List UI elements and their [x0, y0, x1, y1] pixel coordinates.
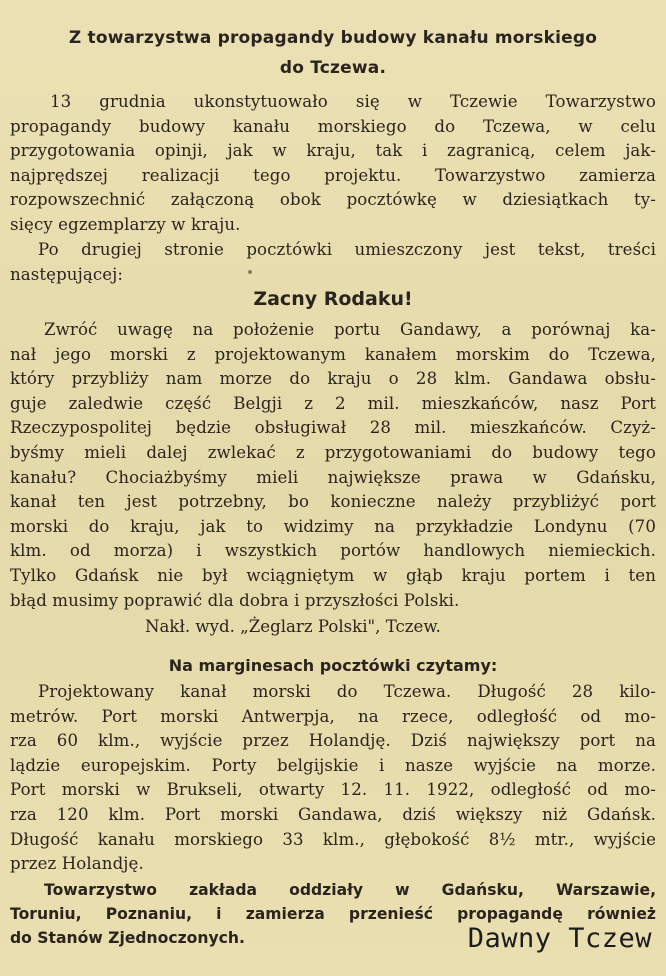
postcard-line: guje zaledwie część Belgji z 2 mil. mieszkańców, nasz Port	[10, 393, 656, 413]
decorative-dot	[248, 270, 252, 274]
publisher-line: Nakł. wyd. „Żeglarz Polski", Tczew.	[145, 617, 441, 636]
closing-line: do Stanów Zjednoczonych.	[10, 929, 245, 947]
margin-line: Port morski w Brukseli, otwarty 12. 11. 1922, odległość od mo-	[10, 780, 656, 800]
postcard-paragraph	[10, 318, 656, 613]
postcard-line: Zwróć uwagę na położenie portu Gandawy, a porównaj ka-	[44, 320, 656, 339]
intro-line: rozpowszechnić załączoną obok pocztówkę w dziesiątkach ty-	[10, 190, 656, 210]
postcard-line: kanału? Chociażbyśmy mieli największe prawa w Gdańsku,	[10, 467, 656, 487]
margin-line: rza 120 klm. Port morski Gandawa, dziś większy niż Gdańsk.	[10, 804, 656, 824]
margin-line: Projektowany kanał morski do Tczewa. Długość 28 kilo-	[38, 682, 656, 701]
postcard-line: byśmy mieli dalej zwlekać z przygotowaniami do budowy tego	[10, 442, 656, 462]
margin-line: lądzie europejskim. Porty belgijskie i nasze wyjście na morze.	[10, 755, 656, 775]
postcard-line: który przybliży nam morze do kraju o 28 klm. Gandawa obsłu-	[10, 369, 656, 389]
intro-line: przygotowania opinji, jak w kraju, tak i zagranicą, celem jak-	[10, 141, 656, 161]
margin-heading: Na marginesach pocztówki czytamy:	[168, 656, 498, 675]
postcard-line: Tylko Gdańsk nie był wciągniętym w głąb kraju portem i ten	[10, 565, 656, 585]
margin-line: przez Holandję.	[10, 854, 144, 874]
intro-line: propagandy budowy kanału morskiego do Tczewa, w celu	[10, 116, 656, 136]
intro-line: sięcy egzemplarzy w kraju.	[10, 214, 241, 234]
margin-paragraph	[10, 680, 656, 877]
watermark-text: Dawny Tczew	[467, 923, 652, 954]
closing-line: Toruniu, Poznaniu, i zamierza przenieść propagandę również	[10, 905, 656, 923]
postcard-line: błąd musimy poprawić dla dobra i przyszłości Polski.	[10, 590, 460, 610]
postcard-line: morski do kraju, jak to widzimy na przykładzie Londynu (70	[10, 516, 656, 536]
closing-line: Towarzystwo zakłada oddziały w Gdańsku, Warszawie,	[44, 881, 656, 899]
intro-paragraph	[10, 90, 656, 238]
intro-line: 13 grudnia ukonstytuowało się w Tczewie Towarzystwo	[50, 92, 656, 111]
second-line: następującej:	[10, 264, 124, 284]
postcard-line: nał jego morski z projektowanym kanałem morskim do Tczewa,	[10, 344, 656, 364]
margin-line: rza 60 klm., wyjście przez Holandję. Dziś największy port na	[10, 731, 656, 751]
postcard-line: kanał ten jest potrzebny, bo konieczne należy przybliżyć port	[10, 492, 656, 512]
postcard-line: Rzeczypospolitej będzie obsługiwał 28 mil. mieszkańców. Czyż-	[10, 418, 656, 438]
postcard-line: klm. od morza) i wszystkich portów handlowych niemieckich.	[10, 541, 656, 561]
salutation-heading: Zacny Rodaku!	[253, 288, 413, 310]
margin-line: Długość kanału morskiego 33 klm., głębokość 8½ mtr., wyjście	[10, 829, 656, 849]
second-paragraph	[10, 238, 656, 287]
intro-line: najprędszej realizacji tego projektu. Towarzystwo zamierza	[10, 165, 656, 185]
article-title-line-1: Z towarzystwa propagandy budowy kanału morskiego	[68, 28, 598, 48]
second-line: Po drugiej stronie pocztówki umieszczony jest tekst, treści	[38, 240, 656, 259]
margin-line: metrów. Port morski Antwerpja, na rzece, odległość od mo-	[10, 706, 656, 726]
article-title-line-2: do Tczewa.	[279, 58, 387, 78]
